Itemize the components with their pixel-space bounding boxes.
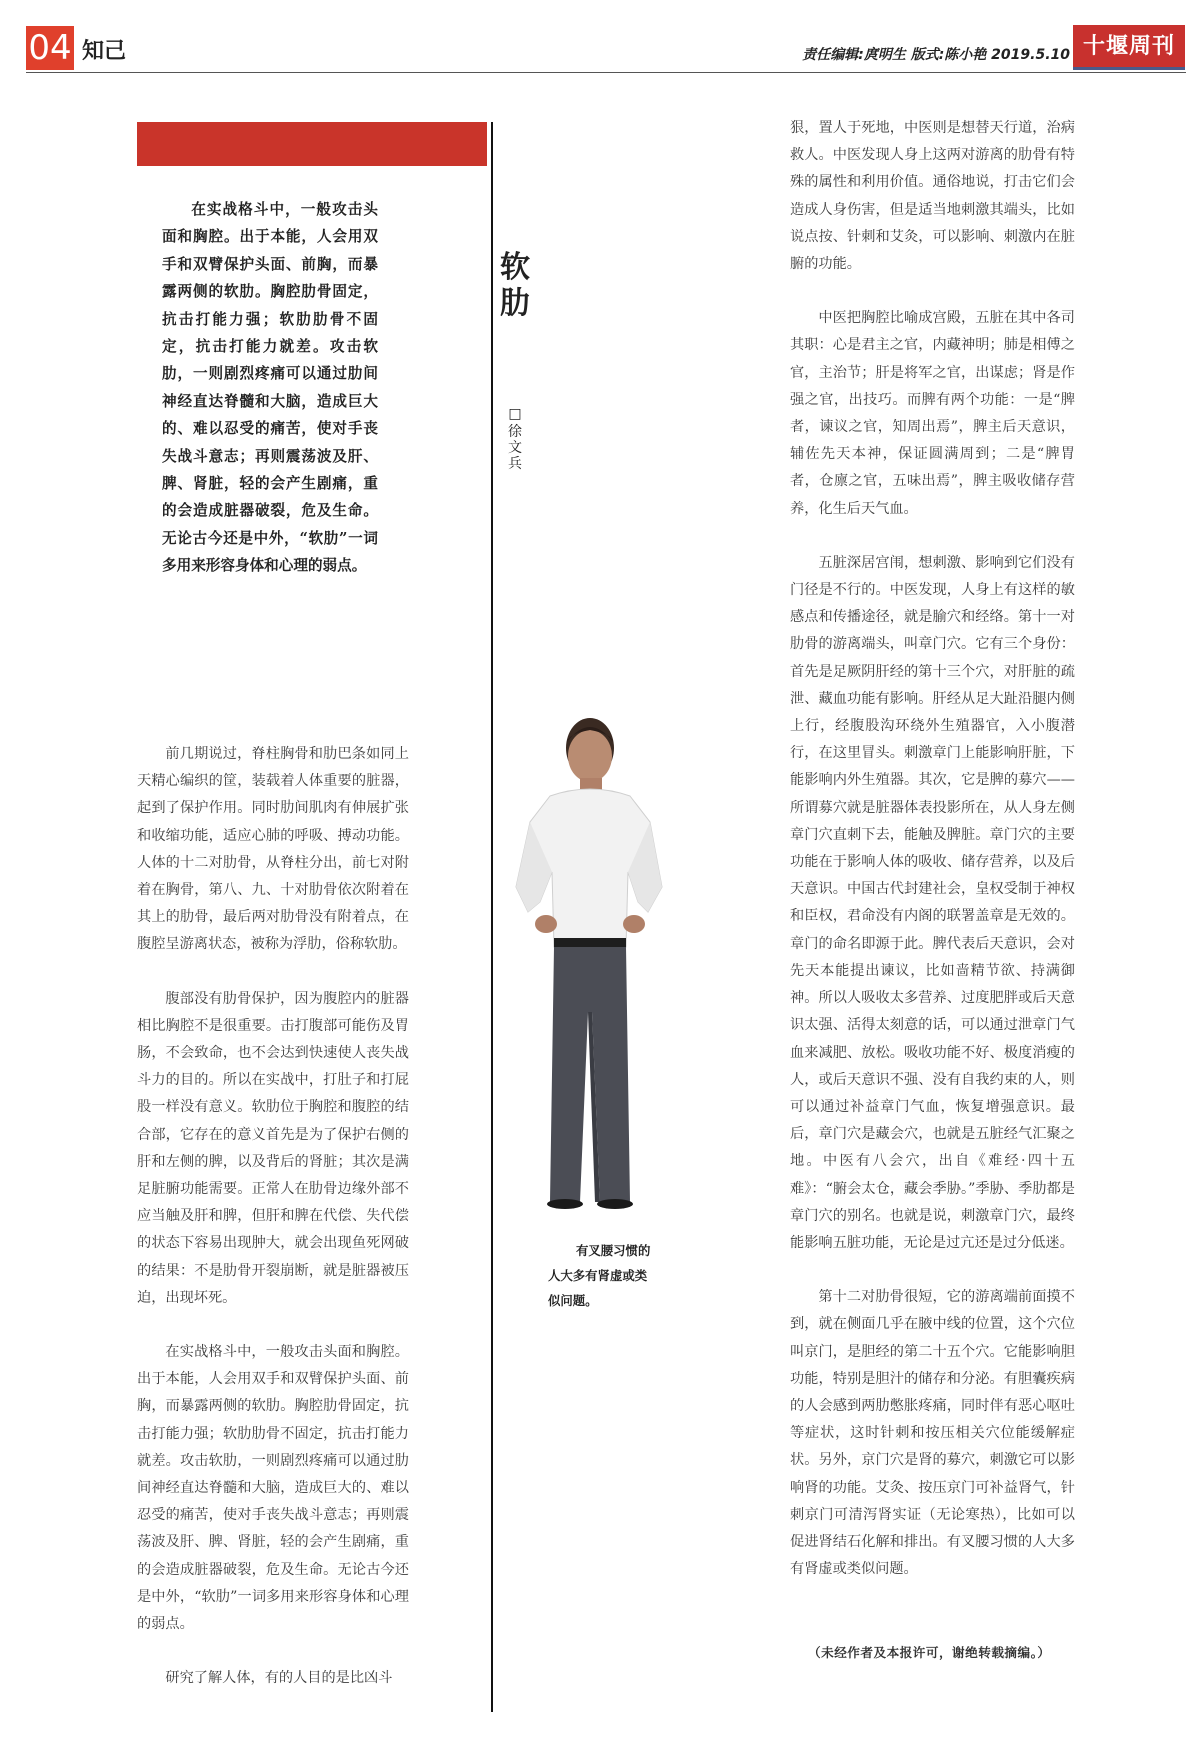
caption-line-2: 人大多有肾虚或类 (548, 1268, 648, 1283)
reprint-notice: （未经作者及本报许可，谢绝转载摘编。） (808, 1645, 1051, 1660)
man-hands-on-hips-illustration (500, 712, 675, 1210)
section-name: 知己 (82, 39, 127, 64)
right-paragraph-2: 中医把胸腔比喻成宫殿，五脏在其中各司其职：心是君主之官，内藏神明；肺是相傅之官，主治节；肝是将军之官，出谋虑；肾是作强之官，出技巧。而脾有两个功能：一是“脾者，谏议之官，知周出焉”，脾主后天意识，辅佐先天本神，保证圆满周到；二是“脾胃者，仓廪之官，五味出焉”，脾主吸收储存营养，化生后天气血。 (790, 310, 1075, 517)
author-byline (504, 406, 526, 472)
article-title: 软肋 (500, 250, 530, 321)
editor-credits: 责任编辑:庹明生 版式:陈小艳 2019.5.10 (802, 47, 1070, 63)
left-column (137, 741, 409, 1720)
left-paragraph-3: 在实战格斗中，一般攻击头面和胸腔。出于本能，人会用双手和双臂保护头面、前胸，而暴露两侧的软肋。胸腔肋骨固定，抗击打能力强；软肋肋骨不固定，抗击打能力就差。攻击软肋，一则剧烈疼痛可以通过肋间神经直达脊髓和大脑，造成巨大的、难以忍受的痛苦，使对手丧失战斗意志；再则震荡波及肝、脾、肾脏，轻的会产生剧痛，重的会造成脏器破裂，危及生命。无论古今还是中外，“软肋”一词多用来形容身体和心理的弱点。 (137, 1344, 409, 1633)
red-banner (137, 122, 487, 166)
left-paragraph-2: 腹部没有肋骨保护，因为腹腔内的脏器相比胸腔不是很重要。击打腹部可能伤及胃肠，不会致命，也不会达到快速使人丧失战斗力的目的。所以在实战中，打肚子和打屁股一样没有意义。软肋位于胸腔和腹腔的结合部，它存在的意义首先是为了保护右侧的肝和左侧的脾，以及背后的肾脏；其次是满足脏腑功能需要。正常人在肋骨边缘外部不应当触及肝和脾，但肝和脾在代偿、失代偿的状态下容易出现肿大，就会出现鱼死网破的结果：不是肋骨开裂崩断，就是脏器被压迫，出现坏死。 (137, 990, 409, 1306)
caption-line-1: 有叉腰习惯的 (576, 1243, 651, 1258)
lead-text: 在实战格斗中，一般攻击头面和胸腔。出于本能，人会用双手和双臂保护头面、前胸，而暴露两侧的软肋。胸腔肋骨固定，抗击打能力强；软肋肋骨不固定，抗击打能力就差。攻击软肋，一则剧烈疼痛可以通过肋间神经直达脊髓和大脑，造成巨大的、难以忍受的痛苦，使对手丧失战斗意志；再则震荡波及肝、脾、肾脏，轻的会产生剧痛，重的会造成脏器破裂，危及生命。无论古今还是中外，“软肋”一词多用来形容身体和心理的弱点。 (162, 201, 378, 575)
image-caption (548, 1238, 683, 1313)
right-column (790, 115, 1075, 1610)
right-paragraph-4: 第十二对肋骨很短，它的游离端前面摸不到，就在侧面几乎在腋中线的位置，这个穴位叫京门，是胆经的第二十五个穴。它能影响胆功能，特别是胆汁的储存和分泌。有胆囊疾病的人会感到两肋憋胀疼痛，同时伴有恶心呕吐等症状，这时针刺和按压相关穴位能缓解症状。另外，京门穴是肾的募穴，刺激它可以影响肾的功能。艾灸、按压京门可补益肾气，针刺京门可清泻肾实证（无论寒热），比如可以促进肾结石化解和排出。有叉腰习惯的人大多有肾虚或类似问题。 (790, 1289, 1075, 1578)
lead-paragraph (162, 196, 378, 580)
header-rule (26, 72, 1186, 73)
author-name: 徐文兵 (508, 424, 522, 472)
page-number: 04 (26, 26, 74, 70)
left-paragraph-1: 前几期说过，脊柱胸骨和肋巴条如同上天精心编织的筐，装载着人体重要的脏器，起到了保护作用。同时肋间肌肉有伸展扩张和收缩功能，适应心肺的呼吸、搏动功能。人体的十二对肋骨，从脊柱分出，前七对附着在胸骨，第八、九、十对肋骨依次附着在其上的肋骨，最后两对肋骨没有附着点，在腹腔呈游离状态，被称为浮肋，俗称软肋。 (137, 746, 409, 953)
right-paragraph-1: 狠，置人于死地，中医则是想替天行道，治病救人。中医发现人身上这两对游离的肋骨有特殊的属性和利用价值。通俗地说，打击它们会造成人身伤害，但是适当地刺激其端头，比如说点按、针刺和艾灸，可以影响、刺激内在脏腑的功能。 (790, 120, 1075, 273)
left-paragraph-4: 研究了解人体，有的人目的是比凶斗 (165, 1670, 393, 1687)
masthead-underline (1073, 67, 1185, 70)
right-paragraph-3: 五脏深居宫闱，想刺激、影响到它们没有门径是不行的。中医发现，人身上有这样的敏感点和传播途径，就是腧穴和经络。第十一对肋骨的游离端头，叫章门穴。它有三个身份：首先是足厥阴肝经的第十三个穴，对肝脏的疏泄、藏血功能有影响。肝经从足大趾沿腿内侧上行，经腹股沟环绕外生殖器官，入小腹潜行，在这里冒头。刺激章门上能影响肝脏，下能影响内外生殖器。其次，它是脾的募穴——所谓募穴就是脏器体表投影所在，从人身左侧章门穴直刺下去，能触及脾脏。章门穴的主要功能在于影响人体的吸收、储存营养，以及后天意识。中国古代封建社会，皇权受制于神权和臣权，君命没有内阁的联署盖章是无效的。章门的命名即源于此。脾代表后天意识，会对先天本能提出谏议，比如啬精节欲、持满御神。所以人吸收太多营养、过度肥胖或后天意识太强、活得太刻意的话，可以通过泄章门气血来减肥、放松。吸收功能不好、极度消瘦的人，或后天意识不强、没有自我约束的人，则可以通过补益章门气血，恢复增强意识。最后，章门穴是藏会穴，也就是五脏经气汇聚之地。中医有八会穴，出自《难经·四十五难》：“腑会太仓，藏会季胁。”季胁、季肋都是章门穴的别名。也就是说，刺激章门穴，最终能影响五脏功能，无论是过亢还是过分低迷。 (790, 554, 1075, 1251)
newspaper-masthead: 十堰周刊 (1073, 25, 1185, 67)
caption-line-3: 似问题。 (548, 1293, 598, 1308)
page-header (0, 0, 1200, 80)
column-divider (491, 122, 493, 1712)
author-mark: □ (508, 406, 522, 422)
